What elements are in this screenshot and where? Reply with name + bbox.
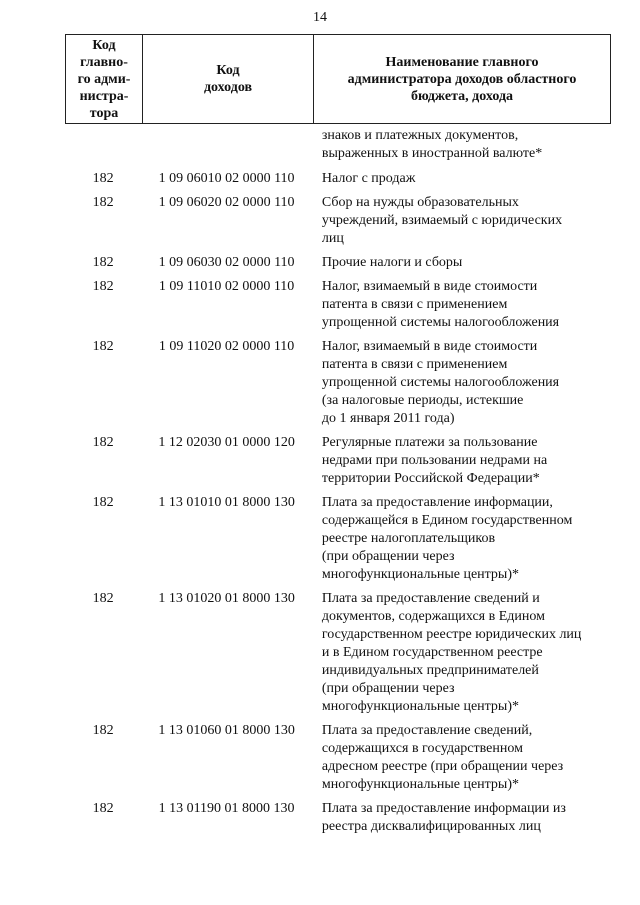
table-row <box>65 797 609 839</box>
admin-code-cell: 182 <box>92 591 114 606</box>
admin-code-cell: 182 <box>92 495 114 510</box>
income-code-cell: 1 09 11010 02 0000 110 <box>158 279 295 294</box>
header-admin-code <box>66 35 143 124</box>
table-body <box>65 127 609 839</box>
continuation-row <box>65 127 609 167</box>
income-code-cell: 1 13 01010 01 8000 130 <box>158 495 295 510</box>
admin-code-cell: 182 <box>92 339 114 354</box>
income-code-cell: 1 13 01020 01 8000 130 <box>158 591 295 606</box>
income-code-cell: 1 12 02030 01 0000 120 <box>158 435 295 450</box>
continuation-text: знаков и платежных документов, выраженных в иностранной валюте* <box>321 128 543 161</box>
income-name-cell: Сбор на нужды образовательных учреждений, взимаемый с юридических лиц <box>321 195 563 246</box>
header-income-code <box>143 35 314 124</box>
admin-code-cell: 182 <box>92 801 114 816</box>
admin-code-cell: 182 <box>92 255 114 270</box>
income-code-cell: 1 13 01060 01 8000 130 <box>158 723 295 738</box>
table-row <box>65 587 609 719</box>
table-row <box>65 251 609 275</box>
header-income-code-label: Код доходов <box>203 63 253 95</box>
income-name-cell: Регулярные платежи за пользование недрами при пользовании недрами на территории Российской Федерации* <box>321 435 548 486</box>
table-row <box>65 275 609 335</box>
table-row <box>65 191 609 251</box>
income-name-cell: Налог, взимаемый в виде стоимости патента в связи с применением упрощенной системы налогообложения (за налоговые периоды, истекшие до 1 января 2011 года) <box>321 339 560 426</box>
income-name-cell: Плата за предоставление сведений и документов, содержащихся в Едином государственном реестре юридических лиц и в Едином государственном реестре индивидуальных предпринимателей (при обращении через многофункциональные центры)* <box>321 591 582 714</box>
income-name-cell: Налог с продаж <box>321 171 416 186</box>
admin-code-cell: 182 <box>92 435 114 450</box>
table-row <box>65 335 609 431</box>
admin-code-cell: 182 <box>92 195 114 210</box>
income-code-cell: 1 13 01190 01 8000 130 <box>158 801 295 816</box>
income-name-cell: Плата за предоставление сведений, содержащихся в государственном адресном реестре (при обращении через многофункциональные центры)* <box>321 723 564 792</box>
income-code-cell: 1 09 06020 02 0000 110 <box>158 195 295 210</box>
header-admin-code-label: Код главно- го адми- нистра- тора <box>77 37 131 121</box>
header-name <box>314 35 611 124</box>
table-row <box>65 431 609 491</box>
income-code-cell: 1 09 11020 02 0000 110 <box>158 339 295 354</box>
admin-code-cell: 182 <box>92 723 114 738</box>
income-name-cell: Прочие налоги и сборы <box>321 255 463 270</box>
income-code-cell: 1 09 06010 02 0000 110 <box>158 171 295 186</box>
income-code-cell: 1 09 06030 02 0000 110 <box>158 255 295 270</box>
income-name-cell: Плата за предоставление информации, содержащейся в Едином государственном реестре налогоплательщиков (при обращении через многофункциональные центры)* <box>321 495 573 582</box>
admin-code-cell: 182 <box>92 279 114 294</box>
income-name-cell: Налог, взимаемый в виде стоимости патента в связи с применением упрощенной системы налогообложения <box>321 279 560 330</box>
table-row <box>65 167 609 191</box>
income-name-cell: Плата за предоставление информации из реестра дисквалифицированных лиц <box>321 801 566 834</box>
header-name-label: Наименование главного администратора доходов областного бюджета, дохода <box>347 54 577 104</box>
table-header <box>65 34 611 124</box>
page-number: 14 <box>313 10 327 25</box>
admin-code-cell: 182 <box>92 171 114 186</box>
table-row <box>65 491 609 587</box>
table-row <box>65 719 609 797</box>
